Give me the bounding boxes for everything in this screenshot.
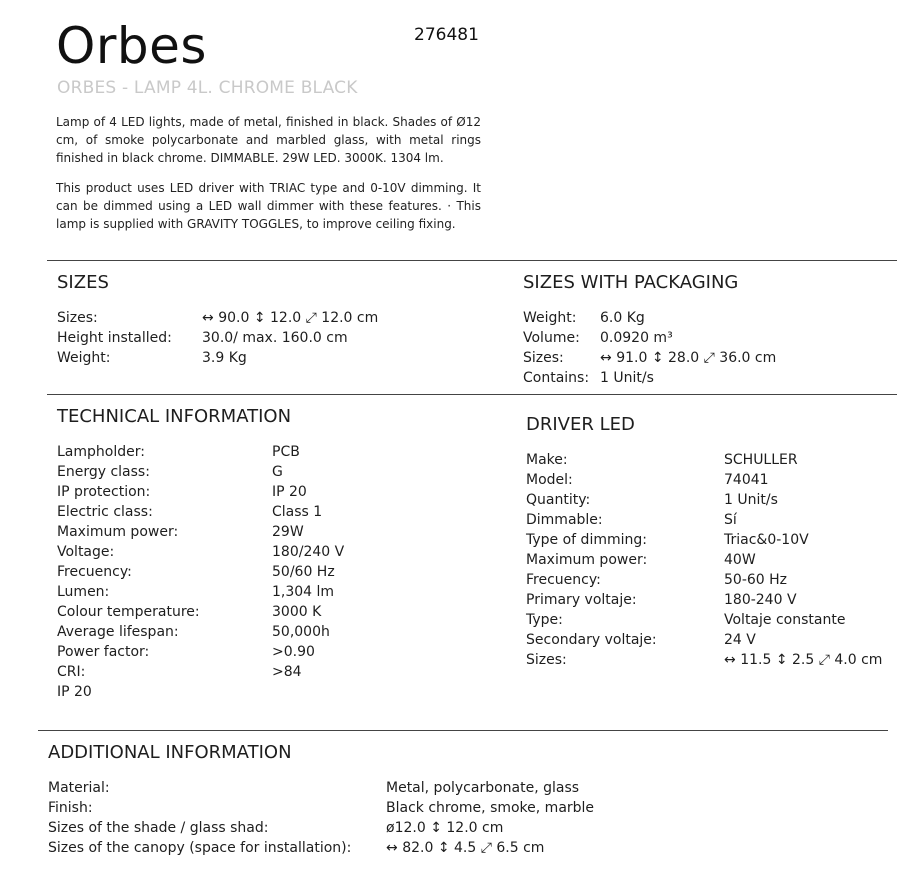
driver-value: 50-60 Hz xyxy=(724,572,788,588)
driver-row xyxy=(526,630,882,650)
section-divider xyxy=(47,394,897,395)
packaging-weight-row: Weight: 6.0 Kg xyxy=(523,310,645,326)
canopy-sizes-row: Sizes of the canopy (space for installation): ↔ 82.0 ↕ 4.5 ⤢ 6.5 cm xyxy=(48,840,545,856)
section-divider xyxy=(38,730,888,731)
sizes-list xyxy=(57,308,378,368)
height-icon: ↕ xyxy=(430,820,442,836)
additional-heading: ADDITIONAL INFORMATION xyxy=(48,742,292,763)
technical-label: Lumen: xyxy=(57,584,110,600)
technical-label: CRI: xyxy=(57,664,86,680)
driver-label: Secondary voltaje: xyxy=(526,632,657,648)
technical-value: G xyxy=(272,464,283,480)
driver-label: Primary voltaje: xyxy=(526,592,637,608)
driver-label: Type: xyxy=(526,612,563,628)
width-icon: ↔ xyxy=(724,652,736,668)
product-code: 276481 xyxy=(414,25,479,45)
driver-row xyxy=(526,650,882,670)
weight-row: Weight: 3.9 Kg xyxy=(57,350,247,366)
height-icon: ↕ xyxy=(253,310,266,326)
depth-icon: ⤢ xyxy=(480,840,492,856)
width-icon: ↔ xyxy=(600,350,612,366)
technical-value: 50/60 Hz xyxy=(272,564,335,580)
technical-value: IP 20 xyxy=(272,484,307,500)
driver-label: Dimmable: xyxy=(526,512,603,528)
description-paragraph-1: Lamp of 4 LED lights, made of metal, finished in black. Shades of Ø12 cm, of smoke polycarbonate and marbled glass, with metal rings finished in black chrome. DIMMABLE. 29W LED. 3000K. 1304 lm. xyxy=(56,115,481,166)
technical-row xyxy=(57,642,344,662)
driver-row xyxy=(526,510,882,530)
product-name: Orbes xyxy=(56,17,207,75)
technical-row xyxy=(57,522,344,542)
packaging-contains-row: Contains: 1 Unit/s xyxy=(523,370,654,386)
technical-row xyxy=(57,602,344,622)
product-subtitle: ORBES - LAMP 4L. CHROME BLACK xyxy=(57,78,358,98)
technical-value: 1,304 lm xyxy=(272,584,335,600)
packaging-volume-row: Volume: 0.0920 m³ xyxy=(523,330,673,346)
driver-value: Sí xyxy=(724,512,737,528)
driver-label: Type of dimming: xyxy=(526,532,647,548)
driver-value: 24 V xyxy=(724,632,756,648)
depth-icon: ⤢ xyxy=(818,652,830,668)
driver-label: Frecuency: xyxy=(526,572,601,588)
material-row: Material: Metal, polycarbonate, glass xyxy=(48,780,580,796)
driver-value: ↔ 11.5 ↕ 2.5 ⤢ 4.0 cm xyxy=(724,652,883,668)
technical-value: 3000 K xyxy=(272,604,322,620)
technical-value: 180/240 V xyxy=(272,544,345,560)
technical-row xyxy=(57,622,344,642)
technical-label: Energy class: xyxy=(57,464,150,480)
height-icon: ↕ xyxy=(651,350,664,366)
driver-value: 180-240 V xyxy=(724,592,797,608)
depth-icon: ⤢ xyxy=(305,310,317,326)
finish-row: Finish: Black chrome, smoke, marble xyxy=(48,800,595,816)
driver-value: 40W xyxy=(724,552,756,568)
shade-sizes-row: Sizes of the shade / glass shad: ø12.0 ↕ 12.0 cm xyxy=(48,820,504,836)
driver-row xyxy=(526,530,882,550)
technical-value: Class 1 xyxy=(272,504,323,520)
technical-heading: TECHNICAL INFORMATION xyxy=(57,406,292,427)
driver-value: 74041 xyxy=(724,472,769,488)
driver-row xyxy=(526,550,882,570)
height-installed-row: Height installed: 30.0/ max. 160.0 cm xyxy=(57,330,348,346)
driver-value: Triac&0-10V xyxy=(724,532,809,548)
sizes-heading: SIZES xyxy=(57,272,109,293)
driver-row xyxy=(526,490,882,510)
technical-row xyxy=(57,582,344,602)
driver-value: SCHULLER xyxy=(724,452,798,468)
packaging-heading: SIZES WITH PACKAGING xyxy=(523,272,739,293)
technical-label: Lampholder: xyxy=(57,444,145,460)
diameter-value: ø12.0 xyxy=(386,820,426,836)
driver-label: Make: xyxy=(526,452,568,468)
technical-value: PCB xyxy=(272,444,300,460)
technical-label: Electric class: xyxy=(57,504,153,520)
technical-label: Colour temperature: xyxy=(57,604,200,620)
section-divider xyxy=(47,260,897,261)
sizes-value: ↔ 90.0 ↕ 12.0 ⤢ 12.0 cm xyxy=(202,310,379,326)
driver-value: 1 Unit/s xyxy=(724,492,778,508)
driver-list xyxy=(526,450,882,670)
additional-list xyxy=(48,778,594,858)
technical-value: 29W xyxy=(272,524,304,540)
technical-value: >84 xyxy=(272,664,302,680)
technical-label: Average lifespan: xyxy=(57,624,179,640)
driver-label: Sizes: xyxy=(526,652,567,668)
technical-label: Maximum power: xyxy=(57,524,179,540)
driver-label: Maximum power: xyxy=(526,552,648,568)
technical-list xyxy=(57,442,344,702)
technical-label: IP 20 xyxy=(57,684,92,700)
driver-label: Quantity: xyxy=(526,492,591,508)
technical-value: 50,000h xyxy=(272,624,330,640)
height-icon: ↕ xyxy=(775,652,788,668)
technical-row xyxy=(57,482,344,502)
technical-row xyxy=(57,442,344,462)
driver-row xyxy=(526,570,882,590)
driver-heading: DRIVER LED xyxy=(526,414,635,435)
sizes-row xyxy=(57,308,378,328)
technical-row xyxy=(57,542,344,562)
sizes-label: Sizes: xyxy=(57,310,98,326)
technical-label: Frecuency: xyxy=(57,564,132,580)
technical-label: IP protection: xyxy=(57,484,151,500)
driver-label: Model: xyxy=(526,472,573,488)
packaging-sizes-row: Sizes: ↔ 91.0 ↕ 28.0 ⤢ 36.0 cm xyxy=(523,350,777,366)
technical-row xyxy=(57,462,344,482)
technical-label: Voltage: xyxy=(57,544,115,560)
technical-label: Power factor: xyxy=(57,644,150,660)
technical-row xyxy=(57,562,344,582)
width-icon: ↔ xyxy=(202,310,214,326)
technical-row xyxy=(57,682,344,702)
technical-row xyxy=(57,662,344,682)
description-paragraph-2: This product uses LED driver with TRIAC type and 0-10V dimming. It can be dimmed using a LED wall dimmer with these features. · This lamp is supplied with GRAVITY TOGGLES, to improve ceiling fixing. xyxy=(56,181,481,232)
technical-row xyxy=(57,502,344,522)
packaging-list xyxy=(523,308,776,388)
technical-value: >0.90 xyxy=(272,644,315,660)
height-icon: ↕ xyxy=(437,840,450,856)
driver-row xyxy=(526,610,882,630)
driver-row xyxy=(526,470,882,490)
driver-row xyxy=(526,590,882,610)
depth-icon: ⤢ xyxy=(703,350,715,366)
width-icon: ↔ xyxy=(386,840,398,856)
driver-value: Voltaje constante xyxy=(724,612,846,628)
driver-row xyxy=(526,450,882,470)
